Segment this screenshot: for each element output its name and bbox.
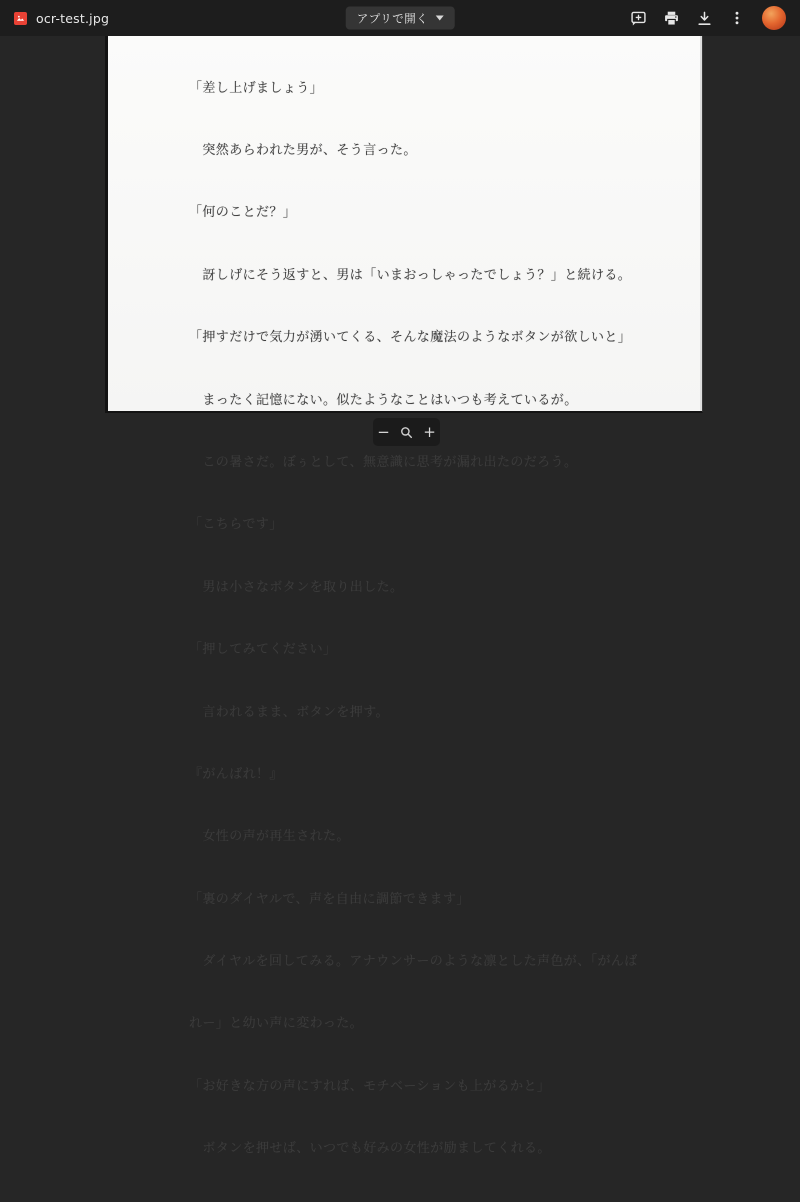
document-text (189, 37, 676, 1202)
text-line: 「差し上げましょう」 (189, 80, 324, 96)
print-icon (663, 10, 680, 27)
search-icon (399, 426, 415, 439)
open-with-label: アプリで開く (356, 11, 429, 25)
text-line: 言われるまま、ボタンを押す。 (189, 704, 389, 720)
more-options-icon (729, 10, 745, 26)
text-line: 男は小さなボタンを取り出した。 (189, 579, 404, 595)
text-line: この暑さだ。ぼぅとして、無意識に思考が漏れ出たのだろう。 (189, 454, 578, 470)
toolbar (0, 0, 800, 36)
text-line: 「何のことだ？」 (189, 205, 297, 221)
download-icon (696, 10, 713, 27)
file-info (14, 11, 109, 26)
print-button[interactable] (658, 5, 684, 31)
add-comment-button[interactable] (625, 5, 651, 31)
text-line: ボタンを押せば、いつでも好みの女性が励ましてくれる。 (189, 1141, 551, 1157)
account-avatar[interactable] (762, 6, 786, 30)
text-line: 訝しげにそう返すと、男は「いまおっしゃったでしょう？」と続ける。 (189, 267, 632, 283)
image-file-icon (14, 12, 27, 25)
toolbar-actions (625, 5, 786, 31)
text-line: 『がんばれ！』 (189, 766, 283, 782)
more-options-button[interactable] (724, 5, 750, 31)
text-line: ダイヤルを回してみる。アナウンサーのような凛とした声色が、「がんば (189, 954, 638, 970)
text-line: 女性の声が再生された。 (189, 829, 350, 845)
document-page (105, 36, 703, 1157)
text-line: れー」と幼い声に変わった。 (189, 1016, 364, 1032)
open-with-button[interactable] (346, 7, 455, 30)
add-comment-icon (630, 10, 647, 27)
zoom-controls (373, 418, 440, 446)
zoom-in-button[interactable]: + (421, 422, 439, 442)
text-line: 「裏のダイヤルで、声を自由に調節できます」 (189, 891, 470, 907)
zoom-out-button[interactable]: − (375, 422, 393, 442)
text-line: 「押すだけで気力が湧いてくる、そんな魔法のようなボタンが欲しいと」 (189, 330, 632, 346)
download-button[interactable] (691, 5, 717, 31)
text-line: 「押してみてください」 (189, 642, 337, 658)
chevron-down-icon (435, 16, 443, 21)
text-line: 「こちらです」 (189, 517, 283, 533)
text-line: 「お好きな方の声にすれば、モチベーションも上がるかと」 (189, 1078, 551, 1094)
text-line: まったく記憶にない。似たようなことはいつも考えているが。 (189, 392, 578, 408)
text-line: 突然あらわれた男が、そう言った。 (189, 142, 417, 158)
file-name: ocr-test.jpg (36, 10, 110, 26)
